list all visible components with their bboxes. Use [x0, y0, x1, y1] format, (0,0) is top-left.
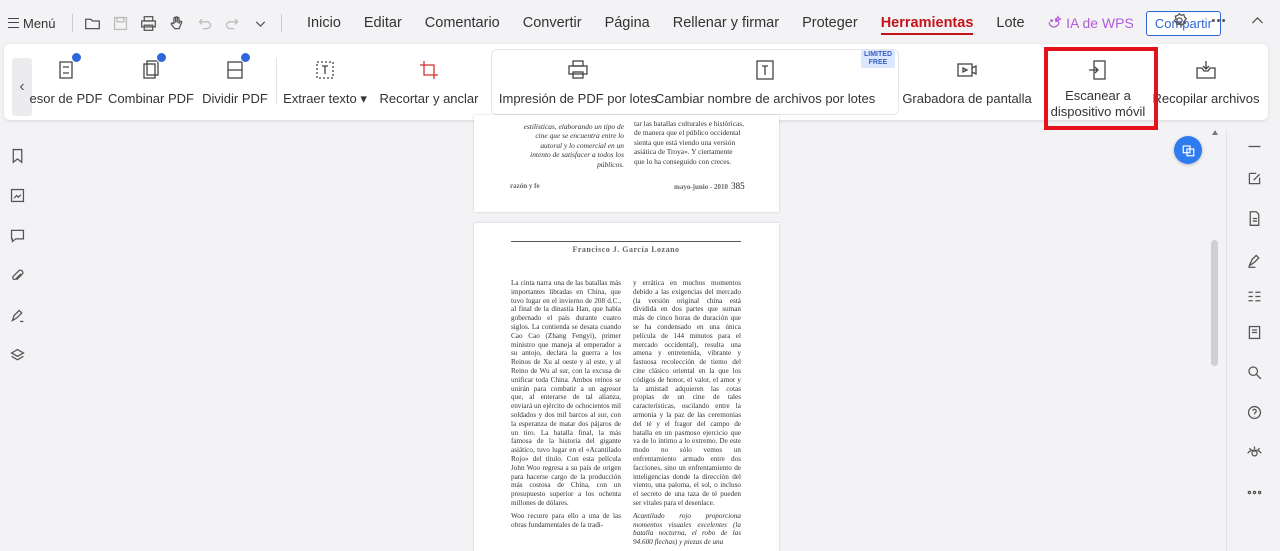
batch-rename-tool[interactable]	[654, 44, 876, 120]
open-folder-icon[interactable]	[83, 13, 103, 33]
menu-label: Menú	[23, 15, 56, 31]
translate-icon	[1181, 143, 1196, 158]
tool-label: Cambiar nombre de archivos por lotes	[654, 91, 876, 106]
comments-icon[interactable]	[9, 227, 27, 245]
thumbnails-icon[interactable]	[9, 187, 27, 205]
quick-access-toolbar	[79, 13, 275, 33]
attachment-icon[interactable]	[9, 267, 27, 285]
tool-label: Recopilar archivos	[1152, 91, 1260, 106]
compress-pdf-tool[interactable]	[28, 44, 104, 120]
tab-lote[interactable]: Lote	[996, 15, 1025, 31]
merge-pdf-tool[interactable]	[104, 44, 198, 120]
tab-comentario[interactable]: Comentario	[424, 15, 500, 31]
split-pdf-tool[interactable]	[198, 44, 272, 120]
tab-herramientas[interactable]: Herramientas	[869, 0, 985, 46]
tab-inicio[interactable]: Inicio	[307, 15, 341, 31]
document-page	[474, 223, 779, 551]
tool-label: Impresión de PDF por lotes	[498, 91, 658, 106]
chevron-left-icon: ‹	[19, 78, 25, 95]
more-options-icon[interactable]	[1210, 12, 1227, 34]
right-sidebar	[1226, 130, 1280, 551]
extract-text-icon	[311, 56, 339, 84]
document-properties-icon[interactable]	[1246, 210, 1264, 228]
tab-convertir[interactable]: Convertir	[522, 15, 582, 31]
share-button[interactable]: Compartir	[1146, 11, 1221, 36]
window-tools	[1171, 0, 1266, 46]
document-page	[474, 115, 779, 212]
signature-icon[interactable]	[9, 307, 27, 325]
ia-wps-button[interactable]	[1046, 15, 1134, 31]
collect-files-tool[interactable]	[1154, 44, 1258, 120]
tool-label: Recortar y anclar	[379, 91, 479, 106]
extract-text-tool[interactable]	[280, 44, 370, 120]
help-icon[interactable]	[1246, 404, 1264, 422]
print-icon	[564, 56, 592, 84]
crop-and-pin-tool[interactable]	[374, 44, 484, 120]
page-text-column: La cinta narra una de las batallas más importantes libradas en China, que tuvo lugar en el invierno de 208 d.C., al final de la dinastía Han, que había gobernado el país durante cuatro siglos. La contienda se desata cuando Cao Cao (Zhang Fengyi), primer ministro que maneja al emperador a su antojo, declara la guerra a los Reinos de Xu al oeste y al este, y al Reino de Wu al sur, con la excusa de unificar toda China. Ambos reinos se unirán para combatir a un agresor que, al enterarse de tal alianza, enviará un ejército de ochocientos mil soldados y dos mil barcos al sur, con la esperanza de matar dos pájaros de un tiro. La batalla final, la más famosa de la historia del gigante asiático, tuvo lugar en el «Acantilado Rojo» del título. Con esta película John Woo regresa a su país de origen para hacerse cargo de la producción más costosa de China, con un presupuesto superior a los ochenta millones de dólares. Woo recurre para ello a una de las obras fundamentales de la tradi-	[511, 279, 621, 529]
page-text-column: y errática en muchos momentos debido a las exigencias del mercado (la versión original china está dividida en dos partes que suman más de cinco horas de duración que se ha condensado en una única película de 144 minutos para el mercado occidental), resulta una amena y entretenida, vibrante y fastuosa recolección de tiemo del cine clásico oriental en la que los códigos de honor, el valor, el amor y la amistad adquieren las cotas propias de un cine de tales características, oscilando entre la armonía y la paz de las ceremonias del té y el fragor del campo de batalla en un pasmoso ejercicio que va de lo íntimo a lo extremo. De este modo no sólo vemos un enfrentamiento armado entre dos facciones, sino un enfrentamiento de inteligencias donde la dirección del viento, una paloma, el sol, o incluso el secreto de una taza de té pueden ser vitales para el desenlace. Acantilado rojo proporciona momentos visuales excelentes (la batalla nocturna, el robo de las 94.600 flechas) y piezas de una	[633, 279, 741, 547]
divider	[281, 14, 282, 32]
menu-button[interactable]	[0, 0, 66, 46]
save-icon[interactable]	[111, 13, 131, 33]
menu-bar	[0, 0, 1280, 46]
outline-icon[interactable]	[1246, 288, 1264, 306]
search-icon[interactable]	[1246, 364, 1264, 382]
page-text-column: estilísticas, elaborando un tipo de cine que se encuentra entre lo autoral y lo comercial en un intento de satisfacer a todos los públicos.	[523, 122, 624, 169]
page-footer-left: razón y fe	[510, 182, 540, 190]
limited-free-badge: LIMITED FREE	[861, 50, 895, 68]
screen-recorder-tool[interactable]	[904, 44, 1030, 120]
highlight-annotation-box	[1044, 47, 1158, 130]
floating-translate-button[interactable]	[1174, 136, 1202, 164]
tool-label: Grabadora de pantalla	[902, 91, 1032, 106]
divider	[72, 14, 73, 32]
ia-wps-label: IA de WPS	[1066, 15, 1134, 31]
tool-label: Escanear a dispositivo móvil	[1050, 88, 1146, 119]
tool-label: Combinar PDF	[108, 91, 194, 106]
ai-face-icon	[1046, 15, 1062, 31]
vertical-scrollbar-thumb[interactable]	[1211, 240, 1218, 366]
hand-tool-icon[interactable]	[167, 13, 187, 33]
settings-gear-icon[interactable]	[1171, 12, 1188, 34]
tab-proteger[interactable]: Proteger	[802, 15, 858, 31]
pen-tool-icon[interactable]	[1246, 252, 1264, 270]
ribbon-tabs	[296, 0, 1037, 46]
split-pdf-icon	[221, 56, 249, 84]
compress-pdf-icon	[52, 56, 80, 84]
ribbon-divider	[276, 58, 277, 104]
layers-icon[interactable]	[9, 347, 27, 365]
page-footer-right: mayo-junio - 2010 385	[674, 181, 745, 191]
bookmark-icon[interactable]	[9, 147, 27, 165]
page-number: 385	[731, 181, 745, 191]
merge-pdf-icon	[137, 56, 165, 84]
hamburger-icon	[8, 18, 19, 28]
print-icon[interactable]	[139, 13, 159, 33]
tab-editar[interactable]: Editar	[363, 15, 402, 31]
more-tools-icon[interactable]	[1246, 484, 1264, 502]
page-text-column: tar las batallas culturales e históricas, de manera que el público occidental sienta que está viendo una versión asiática de Troya». Y ciertamente que lo ha conseguido con creces.	[634, 119, 744, 166]
header-rule	[511, 241, 741, 242]
page-header: Francisco J. García Lozano	[572, 245, 680, 254]
rename-file-icon	[751, 56, 779, 84]
chevron-down-icon[interactable]	[251, 13, 271, 33]
undo-icon[interactable]	[195, 13, 215, 33]
book-icon[interactable]	[1246, 324, 1264, 342]
collapse-ribbon-icon[interactable]	[1249, 12, 1266, 34]
scroll-up-arrow[interactable]	[1212, 130, 1218, 135]
reading-mode-icon[interactable]	[1246, 444, 1264, 462]
collect-files-icon	[1192, 56, 1220, 84]
edit-icon[interactable]	[1246, 170, 1264, 188]
tab-pagina[interactable]: Página	[604, 15, 650, 31]
tool-label: Extraer texto ▾	[283, 91, 367, 106]
minimize-panel-icon[interactable]	[1246, 138, 1264, 156]
redo-icon[interactable]	[223, 13, 243, 33]
tab-rellenar-y-firmar[interactable]: Rellenar y firmar	[672, 15, 780, 31]
screen-recorder-icon	[953, 56, 981, 84]
batch-print-tool[interactable]	[500, 44, 656, 120]
crop-icon	[415, 56, 443, 84]
tool-label: esor de PDF	[29, 91, 103, 106]
tool-label: Dividir PDF	[202, 91, 268, 106]
